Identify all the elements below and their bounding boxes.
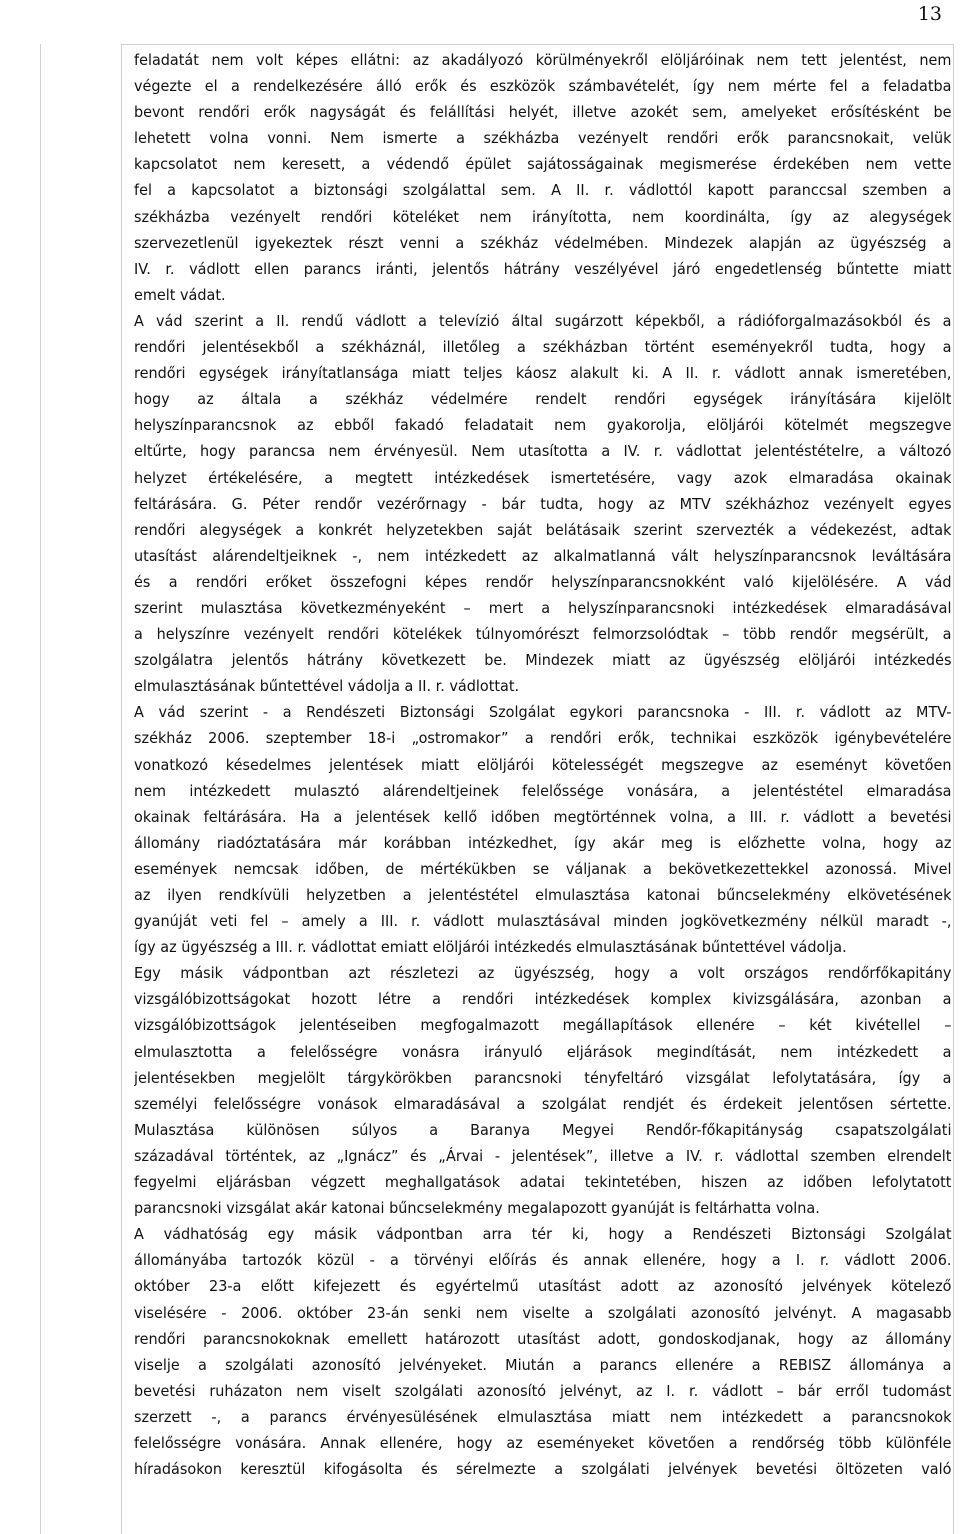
text-line: eltűrte, hogy parancsa nem érvényesül. Nem utasította a IV. r. vádlottat jelentéstételre, a változó — [134, 442, 952, 461]
text-line: vizsgálóbizottságok jelentéseiben megfogalmazott megállapítások ellenére – két kivétellel – — [134, 1016, 952, 1035]
text-line: így az ügyészség a III. r. vádlottat emiatt elöljárói intézkedés elmulasztásának bűntettével vádolja. — [134, 938, 847, 957]
text-line: Egy másik vádpontban azt részletezi az ügyészség, hogy a volt országos rendőrfőkapitány — [134, 964, 952, 983]
text-line: bevetési ruházaton nem viselt szolgálati azonosító jelvényt, az I. r. vádlott – bár erről tudomást — [134, 1381, 952, 1400]
text-line: rendőri jelentésekből a székháznál, illetőleg a székházban történt eseményekről tudta, hogy a — [134, 338, 952, 357]
text-line: fegyelmi eljárásban végzett meghallgatások adatai tekintetében, hiszen az időben lefolytatott — [134, 1173, 952, 1192]
text-line: parancsnoki vizsgálat akár katonai bűncselekmény megalapozott gyanúját is feltárhatta volna. — [134, 1199, 820, 1218]
text-line: székház 2006. szeptember 18-i „ostromakor” a rendőri erők, technikai eszközök igénybevételére — [134, 729, 952, 748]
text-line: rendőri alegységek a konkrét helyzetekben saját belátásaik szerint szervezték a védekezést, adtak — [134, 520, 952, 539]
text-line: helyszínparancsnok az ebből fakadó feladatait nem gyakorolja, elöljárói kötelmét megszegve — [134, 416, 952, 435]
body-text — [134, 47, 952, 1482]
left-margin-rule — [40, 44, 41, 1534]
text-line: székházba vezényelt rendőri köteléket nem irányította, nem koordinálta, így az alegységek — [134, 207, 952, 226]
page-number: 13 — [917, 3, 942, 25]
text-line: személyi felelősségre vonások elmaradásával a szolgálat rendjét és érdekeit jelentősen sértette. — [134, 1094, 952, 1113]
text-line: vizsgálóbizottságokat hozott létre a rendőri intézkedések komplex kivizsgálására, azonban a — [134, 990, 952, 1009]
text-line: hogy az általa a székház védelmére rendelt rendőri egységek irányítására kijelölt — [134, 390, 952, 409]
text-line: jelentésekben megjelölt tárgykörökben parancsnoki tényfeltáró vizsgálat lefolytatására, így a — [134, 1068, 952, 1087]
text-line: események nemcsak időben, de mértékükben se váljanak a bekövetkezettekkel azonossá. Mivel — [134, 859, 952, 878]
text-line: lehetett volna vonni. Nem ismerte a székházba vezényelt rendőri erők parancsnokait, velük — [134, 129, 952, 148]
text-line: rendőri egységek irányítatlansága miatt teljes káosz alakult ki. A II. r. vádlott annak ismeretében, — [134, 364, 952, 383]
text-line: okainak feltárására. Ha a jelentések kellő időben megtörténnek volna, a III. r. vádlott a bevetési — [134, 807, 952, 826]
text-line: állomány riadóztatására már korábban intézkedhet, így akár meg is előzhette volna, hogy az — [134, 833, 952, 852]
text-line: A vád szerint - a Rendészeti Biztonsági Szolgálat egykori parancsnoka - III. r. vádlott az MTV- — [134, 703, 952, 722]
text-line: IV. r. vádlott ellen parancs iránti, jelentős hátrány veszélyével járó engedetlenség bűntette miatt — [134, 259, 952, 278]
text-line: feltárására. G. Péter rendőr vezérőrnagy - bár tudta, hogy az MTV székházhoz vezényelt egyes — [134, 494, 952, 513]
text-line: kapcsolatot nem keresett, a védendő épület sajátosságainak megismerése érdekében nem vette — [134, 155, 952, 174]
text-line: nem intézkedett mulasztó alárendeltjeinek felelőssége vonására, a jelentéstétel elmaradása — [134, 781, 952, 800]
text-line: emelt vádat. — [134, 285, 226, 304]
text-line: vonatkozó késedelmes jelentések miatt elöljárói kötelességét megszegve az eseményt követően — [134, 755, 952, 774]
text-line: utasítást alárendeltjeiknek -, nem intézkedett az alkalmatlanná vált helyszínparancsnok leváltására — [134, 546, 952, 565]
text-line: híradásokon keresztül kifogásolta és sérelmezte a szolgálati jelvények bevetési öltözeten való — [134, 1460, 952, 1479]
text-line: Mulasztása különösen súlyos a Baranya Megyei Rendőr-főkapitányság csapatszolgálati — [134, 1120, 952, 1139]
text-line: végezte el a rendelkezésére álló erők és eszközök számbavételét, így nem mérte fel a feladatba — [134, 77, 952, 96]
text-line: szerzett -, a parancs érvényesülésének elmulasztása miatt nem intézkedett a parancsnokok — [134, 1407, 952, 1426]
text-line: A vád szerint a II. rendű vádlott a televízió által sugárzott képekből, a rádióforgalmazásokból és a — [134, 311, 952, 330]
text-line: rendőri parancsnokoknak emellett határozott utasítást adott, gondoskodjanak, hogy az állomány — [134, 1329, 952, 1348]
text-line: fel a kapcsolatot a biztonsági szolgálattal sem. A II. r. vádlottól kapott paranccsal szemben a — [134, 181, 952, 200]
text-line: az ilyen rendkívüli helyzetben a jelentéstétel elmulasztása katonai bűncselekmény elkövetésének — [134, 886, 952, 904]
text-line: A vádhatóság egy másik vádpontban arra tér ki, hogy a Rendészeti Biztonsági Szolgálat — [134, 1225, 952, 1244]
text-line: szerint mulasztása következményeként – mert a helyszínparancsnoki intézkedések elmaradásával — [134, 598, 952, 617]
text-line: viselje a szolgálati azonosító jelvényeket. Miután a parancs ellenére a REBISZ állománya a — [134, 1355, 952, 1374]
text-line: gyanúját veti fel – amely a III. r. vádlott mulasztásával minden jogkövetkezmény nélkül maradt -, — [134, 912, 952, 931]
text-line: szolgálatra jelentős hátrány következett be. Mindezek miatt az ügyészség elöljárói intézkedés — [134, 651, 952, 670]
text-line: bevont rendőri erők nagyságát és felállítási helyét, illetve azokét sem, amelyeket erősítésként be — [134, 103, 952, 122]
text-line: viselésére - 2006. október 23-án senki nem viselte a szolgálati azonosító jelvényt. A magasabb — [134, 1303, 952, 1322]
text-line: október 23-a előtt kifejezett és egyértelmű utasítást adott az azonosító jelvények kötelező — [134, 1277, 952, 1296]
text-line: állományába tartozók közül - a törvényi előírás és annak ellenére, hogy a I. r. vádlott 2006. — [134, 1251, 952, 1270]
text-line: felelősségre vonására. Annak ellenére, hogy az eseményeket követően a rendőrség több különféle — [134, 1433, 952, 1452]
text-line: elmulasztásának bűntettével vádolja a II. r. vádlottat. — [134, 677, 520, 696]
text-line: szervezetlenül igyekeztek részt venni a székház védelmében. Mindezek alapján az ügyészség a — [134, 233, 952, 252]
text-line: a helyszínre vezényelt rendőri kötelékek túlnyomórészt felmorzsolódtak – több rendőr megsérült, a — [134, 625, 952, 644]
text-line: feladatát nem volt képes ellátni: az akadályozó körülményekről elöljáróinak nem tett jelentést, nem — [134, 51, 952, 69]
text-line: elmulasztotta a felelősségre vonásra irányuló eljárások megindítását, nem intézkedett a — [134, 1042, 952, 1061]
text-line: és a rendőri erőket összefogni képes rendőr helyszínparancsnokként való kijelölésére. A vád — [134, 572, 952, 591]
text-line: helyzet értékelésére, a megtett intézkedések ismertetésére, vagy azok elmaradása okainak — [134, 468, 952, 487]
text-line: századával történtek, az „Ignácz” és „Árvai - jelentések”, illetve a IV. r. vádlottal szemben elrendelt — [134, 1146, 952, 1165]
